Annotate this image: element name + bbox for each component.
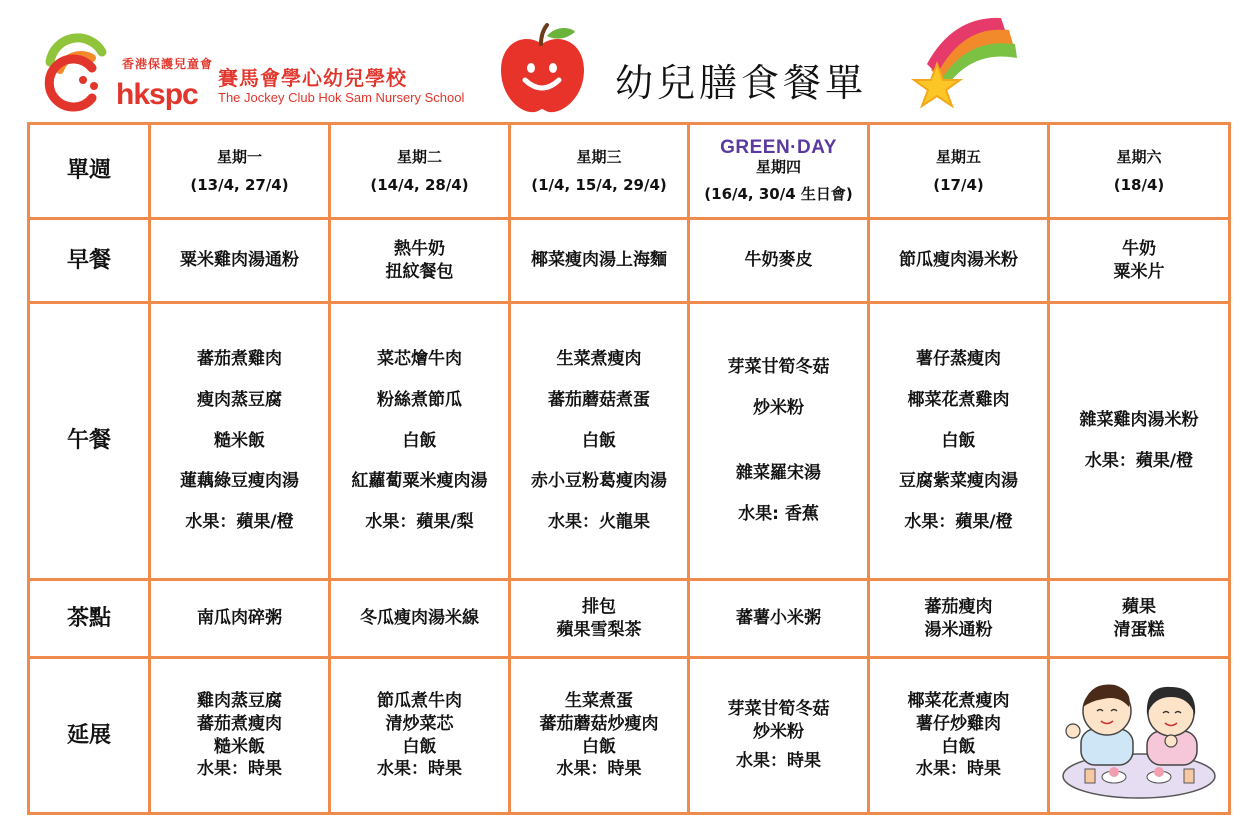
menu-item: 糙米飯: [214, 736, 265, 757]
menu-cell: [689, 219, 869, 303]
menu-cell: [330, 303, 510, 580]
menu-item: 薯仔炒雞肉: [916, 713, 1001, 734]
day-header-thu: [689, 124, 869, 219]
menu-item: 水果：蘋果/橙: [185, 512, 294, 533]
row-label-snack: 茶點: [29, 580, 150, 658]
logo-org-name: 香港保護兒童會: [122, 57, 214, 71]
table-header-row: [29, 124, 1230, 219]
menu-item: 牛奶: [1122, 238, 1156, 259]
row-label-breakfast: 早餐: [29, 219, 150, 303]
menu-item: 湯米通粉: [924, 619, 993, 640]
menu-cell: [150, 658, 330, 814]
day-header-sat: [1049, 124, 1230, 219]
menu-cell: [510, 580, 689, 658]
menu-item: 蘋果: [1122, 596, 1156, 617]
menu-cell: [510, 219, 689, 303]
menu-item: 蕃茄煮瘦肉: [197, 713, 282, 734]
day-header-fri: [869, 124, 1049, 219]
page-title: 幼兒膳食餐單: [615, 61, 868, 105]
menu-item: 雞肉蒸豆腐: [197, 690, 282, 711]
logo-wordmark: hkspc: [116, 78, 198, 111]
menu-cell: [1049, 580, 1230, 658]
menu-item: 椰菜花煮雞肉: [907, 389, 1010, 410]
menu-item: 雜菜雞肉湯米粉: [1079, 410, 1199, 431]
menu-item: 水果：蘋果/梨: [365, 512, 474, 533]
menu-cell: [330, 580, 510, 658]
menu-item: 蕃茄瘦肉: [924, 596, 993, 617]
menu-item: 水果：蘋果/橙: [904, 512, 1013, 533]
menu-item: 白飯: [582, 736, 616, 757]
menu-item: 椰菜花煮瘦肉: [907, 690, 1010, 711]
day-dates: (14/4, 28/4): [370, 176, 469, 194]
kids-eating-illustration: [1059, 671, 1219, 801]
menu-item: 水果：時果: [556, 759, 642, 780]
menu-item: 芽菜甘筍冬菇: [727, 357, 830, 378]
menu-item: 清炒菜芯: [385, 713, 454, 734]
menu-cell: [330, 658, 510, 814]
meal-menu-table: [27, 122, 1231, 815]
menu-item: 水果：時果: [916, 759, 1001, 780]
menu-item: 生菜煮瘦肉: [556, 348, 642, 369]
menu-item: 粟米雞肉湯通粉: [180, 250, 299, 271]
apple-smile-icon: [495, 22, 590, 117]
school-name-chinese: 賽馬會學心幼兒學校: [218, 66, 407, 90]
menu-item: 白飯: [402, 430, 437, 451]
menu-item: 蕃茄蘑菇煮蛋: [548, 389, 650, 410]
menu-item: 粉絲煮節瓜: [377, 389, 462, 410]
row-label-extended: 延展: [29, 658, 150, 814]
menu-item: 生菜煮蛋: [565, 690, 633, 711]
illustration-cell: [1049, 658, 1230, 814]
menu-item: 炒米粉: [753, 398, 804, 419]
shooting-star-icon: [905, 14, 1025, 114]
school-name-english: The Jockey Club Hok Sam Nursery School: [218, 90, 465, 105]
extended-row: [29, 658, 1230, 814]
menu-item: 白飯: [941, 736, 976, 757]
day-name: 星期一: [216, 147, 262, 166]
day-dates: (18/4): [1113, 176, 1165, 194]
menu-cell: [150, 219, 330, 303]
menu-cell: [689, 303, 869, 580]
hkspc-logo-icon: [30, 22, 120, 112]
day-dates: (1/4, 15/4, 29/4): [531, 176, 667, 194]
menu-item: 水果：蘋果/橙: [1084, 451, 1194, 471]
menu-item: 白飯: [402, 736, 437, 757]
menu-item: 菜芯燴牛肉: [377, 348, 462, 369]
day-name: 星期二: [396, 147, 442, 166]
menu-item: 排包: [582, 596, 616, 617]
menu-item: 蓮藕綠豆瘦肉湯: [180, 471, 299, 492]
menu-item: 瘦肉蒸豆腐: [197, 389, 282, 410]
kids-illustration-wrap: [1052, 671, 1226, 801]
menu-item: 白飯: [941, 430, 976, 451]
menu-item: 南瓜肉碎粥: [197, 608, 282, 629]
menu-cell: [869, 303, 1049, 580]
green-day-badge: GREEN·DAY: [720, 137, 837, 159]
corner-cell-week: 單週: [29, 124, 150, 219]
menu-item: 熱牛奶: [394, 238, 445, 259]
snack-row: [29, 580, 1230, 658]
menu-item: 蕃茄煮雞肉: [197, 348, 282, 369]
menu-item: 椰菜瘦肉湯上海麵: [531, 250, 667, 271]
menu-item: 紅蘿蔔粟米瘦肉湯: [351, 471, 488, 492]
menu-cell: [510, 303, 689, 580]
menu-item: 扭紋餐包: [385, 261, 454, 282]
menu-item: 水果: 香蕉: [738, 503, 819, 524]
row-label-lunch: 午餐: [29, 303, 150, 580]
menu-cell: [689, 580, 869, 658]
day-header-tue: [330, 124, 510, 219]
menu-cell: [869, 580, 1049, 658]
day-name: 星期三: [576, 147, 622, 166]
day-header-mon: [150, 124, 330, 219]
menu-cell: [689, 658, 869, 814]
menu-item: 水果：火龍果: [548, 512, 650, 533]
menu-item: 清蛋糕: [1113, 619, 1165, 640]
menu-item: 蕃薯小米粥: [736, 608, 821, 629]
day-dates: (16/4, 30/4 生日會): [704, 184, 853, 203]
menu-item: 粟米片: [1113, 261, 1165, 282]
menu-cell: [869, 658, 1049, 814]
menu-item: 水果：時果: [736, 750, 821, 771]
menu-item: 薯仔蒸瘦肉: [916, 348, 1001, 369]
day-header-wed: [510, 124, 689, 219]
breakfast-row: [29, 219, 1230, 303]
menu-item: 節瓜煮牛肉: [377, 690, 462, 711]
menu-item: 糙米飯: [214, 430, 265, 451]
menu-item: 水果：時果: [377, 759, 462, 780]
day-dates: (13/4, 27/4): [190, 176, 289, 194]
menu-cell: [869, 219, 1049, 303]
menu-cell: [330, 219, 510, 303]
menu-item: 水果：時果: [197, 759, 282, 780]
menu-cell: [150, 303, 330, 580]
day-name: 星期六: [1116, 147, 1162, 166]
menu-cell: [1049, 219, 1230, 303]
menu-item: 蕃茄蘑菇炒瘦肉: [539, 713, 659, 734]
menu-item: 冬瓜瘦肉湯米線: [360, 608, 479, 629]
menu-cell: [150, 580, 330, 658]
menu-item: 蘋果雪梨茶: [556, 619, 642, 640]
menu-item: 白飯: [582, 430, 616, 451]
menu-item: 雜菜羅宋湯: [736, 463, 821, 483]
lunch-row: [29, 303, 1230, 580]
menu-item: 豆腐紫菜瘦肉湯: [899, 471, 1018, 492]
menu-item: 牛奶麥皮: [744, 250, 813, 271]
day-dates: (17/4): [933, 176, 984, 194]
menu-cell: [1049, 303, 1230, 580]
day-name: 星期四: [755, 158, 801, 177]
day-name: 星期五: [935, 147, 981, 166]
menu-item: 赤小豆粉葛瘦肉湯: [531, 471, 667, 492]
menu-item: 節瓜瘦肉湯米粉: [899, 250, 1018, 271]
menu-item: 炒米粉: [753, 722, 804, 743]
menu-item: 芽菜甘筍冬菇: [727, 699, 830, 720]
page-header: [0, 0, 1244, 122]
menu-cell: [510, 658, 689, 814]
